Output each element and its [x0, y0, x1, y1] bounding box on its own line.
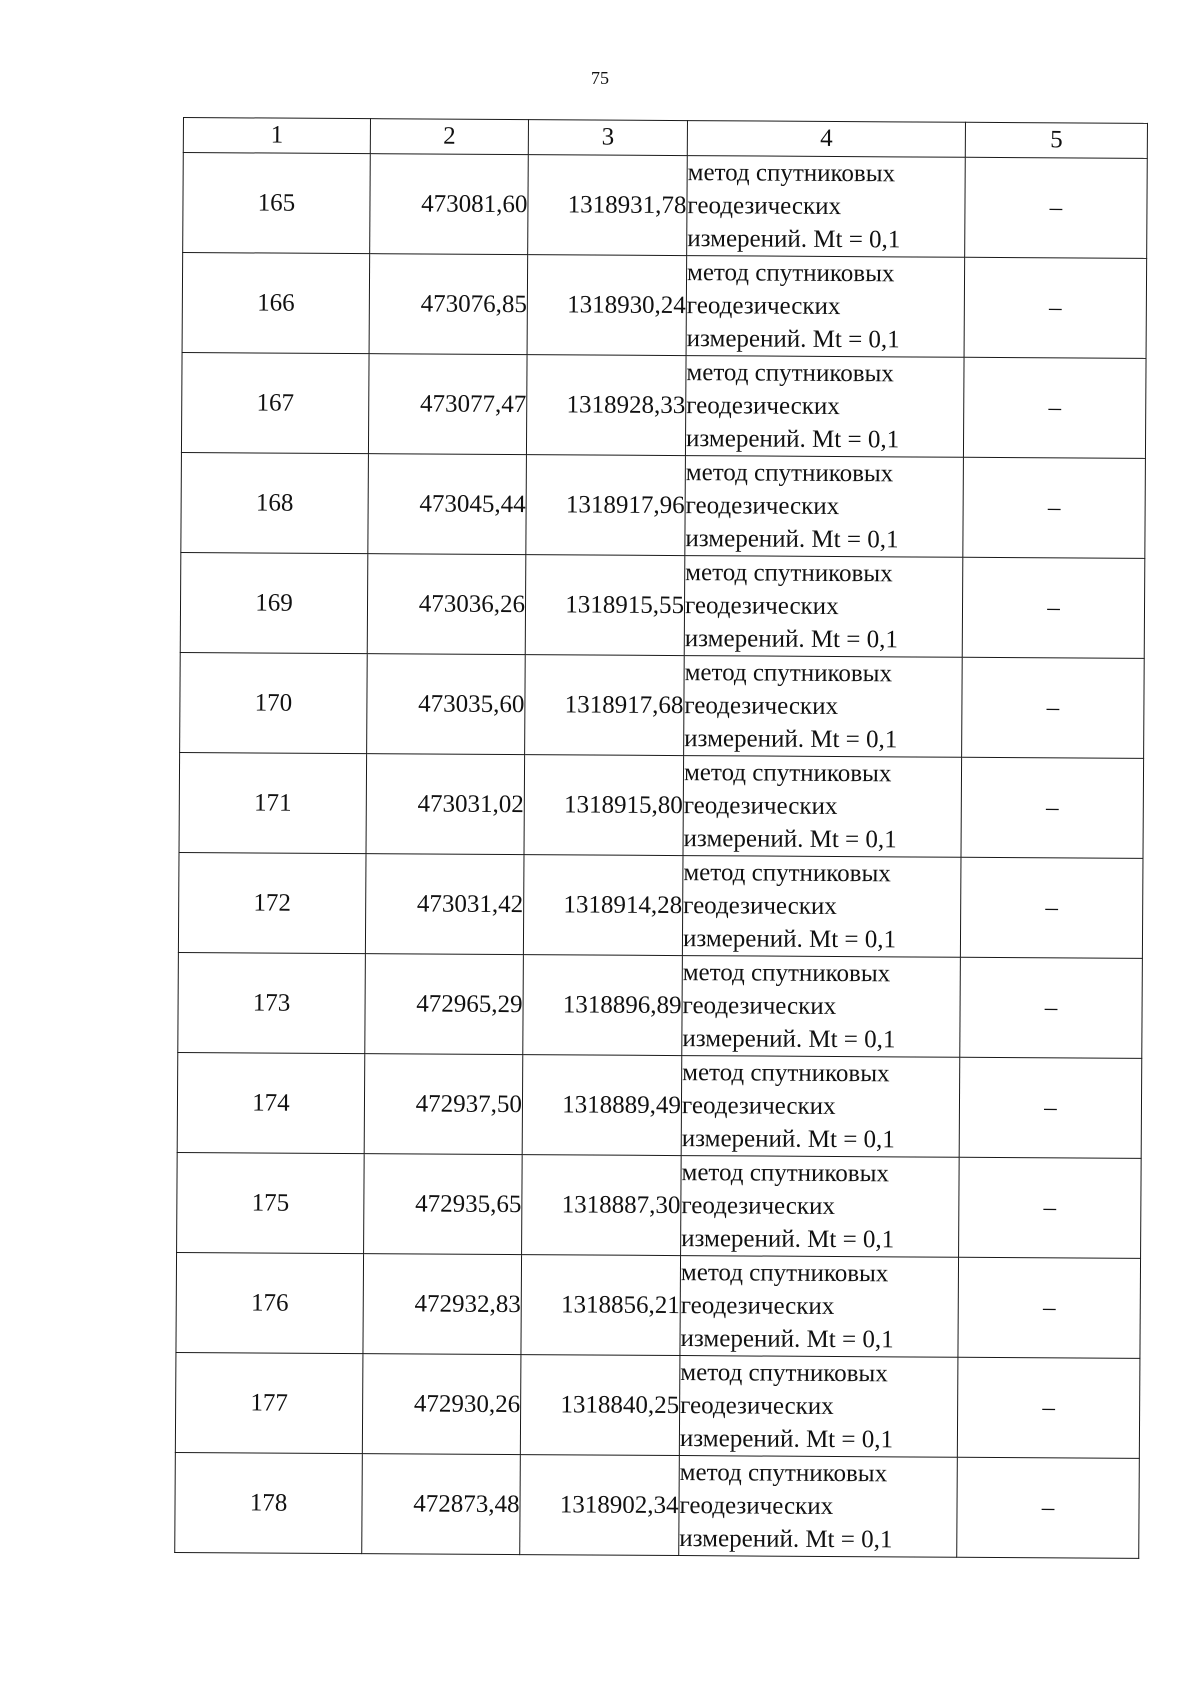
column-header: 4	[687, 121, 965, 158]
note-cell: –	[960, 857, 1143, 958]
table-row	[175, 1452, 1140, 1558]
table-row	[181, 452, 1146, 558]
method-cell	[682, 956, 961, 1058]
table-row	[176, 1252, 1141, 1358]
note-cell: –	[959, 1057, 1142, 1158]
point-number-cell: 176	[176, 1252, 364, 1353]
table-row	[181, 352, 1146, 458]
y-coordinate-cell: 1318915,80	[524, 755, 684, 856]
table-body	[175, 153, 1148, 1559]
method-line: метод спутниковых	[685, 559, 893, 588]
table-row	[175, 1352, 1140, 1458]
x-coordinate-cell: 472932,83	[363, 1254, 522, 1355]
note-cell: –	[963, 457, 1146, 558]
method-line: измерений. Mt = 0,1	[683, 825, 897, 854]
y-coordinate-cell: 1318915,55	[525, 555, 685, 656]
method-line: геодезических	[686, 292, 841, 321]
table-row	[177, 1052, 1142, 1158]
method-cell	[682, 856, 961, 958]
method-line: измерений. Mt = 0,1	[684, 625, 898, 654]
method-line: геодезических	[686, 392, 840, 421]
x-coordinate-cell: 473036,26	[367, 554, 526, 655]
method-line: измерений. Mt = 0,1	[685, 425, 900, 454]
point-number-cell: 173	[178, 952, 366, 1053]
y-coordinate-cell: 1318887,30	[522, 1155, 682, 1256]
method-line: метод спутниковых	[685, 459, 894, 488]
note-cell: –	[960, 957, 1143, 1058]
x-coordinate-cell: 473031,42	[365, 854, 524, 955]
x-coordinate-cell: 473031,02	[366, 754, 525, 855]
point-number-cell: 168	[181, 452, 369, 553]
method-line: метод спутниковых	[687, 159, 896, 188]
method-cell	[685, 356, 964, 458]
method-line: геодезических	[682, 992, 837, 1021]
table-row	[182, 253, 1147, 359]
y-coordinate-cell: 1318930,24	[527, 255, 687, 356]
table-row	[180, 652, 1145, 758]
point-number-cell: 172	[178, 852, 366, 953]
point-number-cell: 174	[177, 1052, 365, 1153]
note-cell: –	[957, 1357, 1140, 1458]
column-header: 3	[528, 120, 687, 156]
method-line: геодезических	[681, 1192, 836, 1221]
page-number: 75	[591, 68, 609, 88]
method-line: метод спутниковых	[682, 959, 891, 988]
method-line: метод спутниковых	[683, 759, 892, 788]
y-coordinate-cell: 1318896,89	[523, 955, 683, 1056]
method-cell	[679, 1456, 958, 1558]
point-number-cell: 171	[179, 752, 367, 853]
point-number-cell: 177	[175, 1352, 363, 1453]
column-header: 5	[965, 122, 1147, 158]
column-header: 2	[370, 119, 528, 155]
method-line: метод спутниковых	[684, 659, 893, 688]
x-coordinate-cell: 473081,60	[370, 154, 529, 255]
table-row	[180, 552, 1145, 658]
method-cell	[684, 656, 963, 758]
y-coordinate-cell: 1318917,68	[525, 655, 685, 756]
y-coordinate-cell: 1318917,96	[526, 455, 686, 556]
method-line: измерений. Mt = 0,1	[686, 325, 900, 354]
method-line: измерений. Mt = 0,1	[682, 1025, 896, 1054]
x-coordinate-cell: 472937,50	[364, 1054, 523, 1155]
method-line: метод спутниковых	[682, 1059, 890, 1088]
x-coordinate-cell: 472965,29	[365, 954, 524, 1055]
method-line: измерений. Mt = 0,1	[685, 525, 899, 554]
method-cell	[687, 156, 966, 258]
method-cell	[685, 456, 964, 558]
x-coordinate-cell: 473035,60	[367, 654, 526, 755]
method-line: измерений. Mt = 0,1	[679, 1525, 893, 1554]
method-line: измерений. Mt = 0,1	[679, 1425, 894, 1454]
note-cell: –	[957, 1457, 1140, 1558]
table-row	[177, 1152, 1142, 1258]
x-coordinate-cell: 473045,44	[368, 454, 527, 555]
x-coordinate-cell: 473076,85	[369, 254, 528, 355]
x-coordinate-cell: 473077,47	[368, 354, 527, 455]
y-coordinate-cell: 1318928,33	[526, 355, 686, 456]
method-line: метод спутниковых	[681, 1159, 890, 1188]
method-line: геодезических	[681, 1092, 836, 1121]
x-coordinate-cell: 472930,26	[362, 1354, 521, 1455]
note-cell: –	[962, 557, 1145, 658]
method-line: метод спутниковых	[686, 259, 895, 288]
table-row	[183, 153, 1148, 259]
note-cell: –	[959, 1157, 1142, 1258]
y-coordinate-cell: 1318931,78	[528, 155, 688, 256]
y-coordinate-cell: 1318840,25	[520, 1355, 680, 1456]
method-cell	[679, 1356, 958, 1458]
method-line: геодезических	[684, 692, 839, 721]
note-cell: –	[961, 757, 1144, 858]
method-line: геодезических	[680, 1292, 835, 1321]
method-line: геодезических	[687, 192, 842, 221]
method-line: метод спутниковых	[679, 1459, 888, 1488]
point-number-cell: 165	[183, 153, 371, 254]
table-header-row	[183, 118, 1147, 159]
method-line: геодезических	[683, 892, 837, 921]
point-number-cell: 175	[177, 1152, 365, 1253]
coordinates-table	[174, 117, 1148, 1559]
point-number-cell: 166	[182, 253, 370, 354]
x-coordinate-cell: 472935,65	[364, 1154, 523, 1255]
method-line: измерений. Mt = 0,1	[687, 225, 901, 254]
method-line: метод спутниковых	[683, 859, 891, 888]
y-coordinate-cell: 1318902,34	[520, 1455, 680, 1556]
method-cell	[686, 256, 965, 358]
y-coordinate-cell: 1318856,21	[521, 1255, 681, 1356]
method-cell	[683, 756, 962, 858]
method-line: геодезических	[680, 1392, 834, 1420]
method-line: метод спутниковых	[680, 1259, 889, 1288]
note-cell: –	[963, 357, 1146, 458]
table-row	[178, 952, 1143, 1058]
method-line: измерений. Mt = 0,1	[682, 925, 897, 954]
column-header: 1	[183, 118, 370, 154]
point-number-cell: 170	[180, 652, 368, 753]
x-coordinate-cell: 472873,48	[362, 1454, 521, 1555]
method-line: измерений. Mt = 0,1	[681, 1125, 895, 1154]
note-cell: –	[964, 257, 1147, 358]
method-line: метод спутниковых	[680, 1359, 888, 1388]
table-row	[179, 752, 1144, 858]
method-line: измерений. Mt = 0,1	[684, 725, 898, 754]
point-number-cell: 169	[180, 552, 368, 653]
method-cell	[681, 1156, 960, 1258]
method-line: геодезических	[684, 592, 839, 621]
method-line: измерений. Mt = 0,1	[680, 1325, 894, 1354]
note-cell: –	[962, 657, 1145, 758]
method-line: измерений. Mt = 0,1	[681, 1225, 895, 1254]
y-coordinate-cell: 1318889,49	[522, 1055, 682, 1156]
method-line: метод спутниковых	[686, 359, 894, 388]
method-line: геодезических	[683, 792, 838, 821]
note-cell: –	[958, 1257, 1141, 1358]
method-cell	[684, 556, 963, 658]
method-cell	[681, 1056, 960, 1158]
method-line: геодезических	[685, 492, 840, 521]
note-cell: –	[965, 157, 1148, 258]
y-coordinate-cell: 1318914,28	[523, 855, 683, 956]
method-cell	[680, 1256, 959, 1358]
method-line: геодезических	[679, 1492, 834, 1520]
point-number-cell: 167	[181, 352, 369, 453]
table-row	[178, 852, 1143, 958]
point-number-cell: 178	[175, 1452, 363, 1553]
